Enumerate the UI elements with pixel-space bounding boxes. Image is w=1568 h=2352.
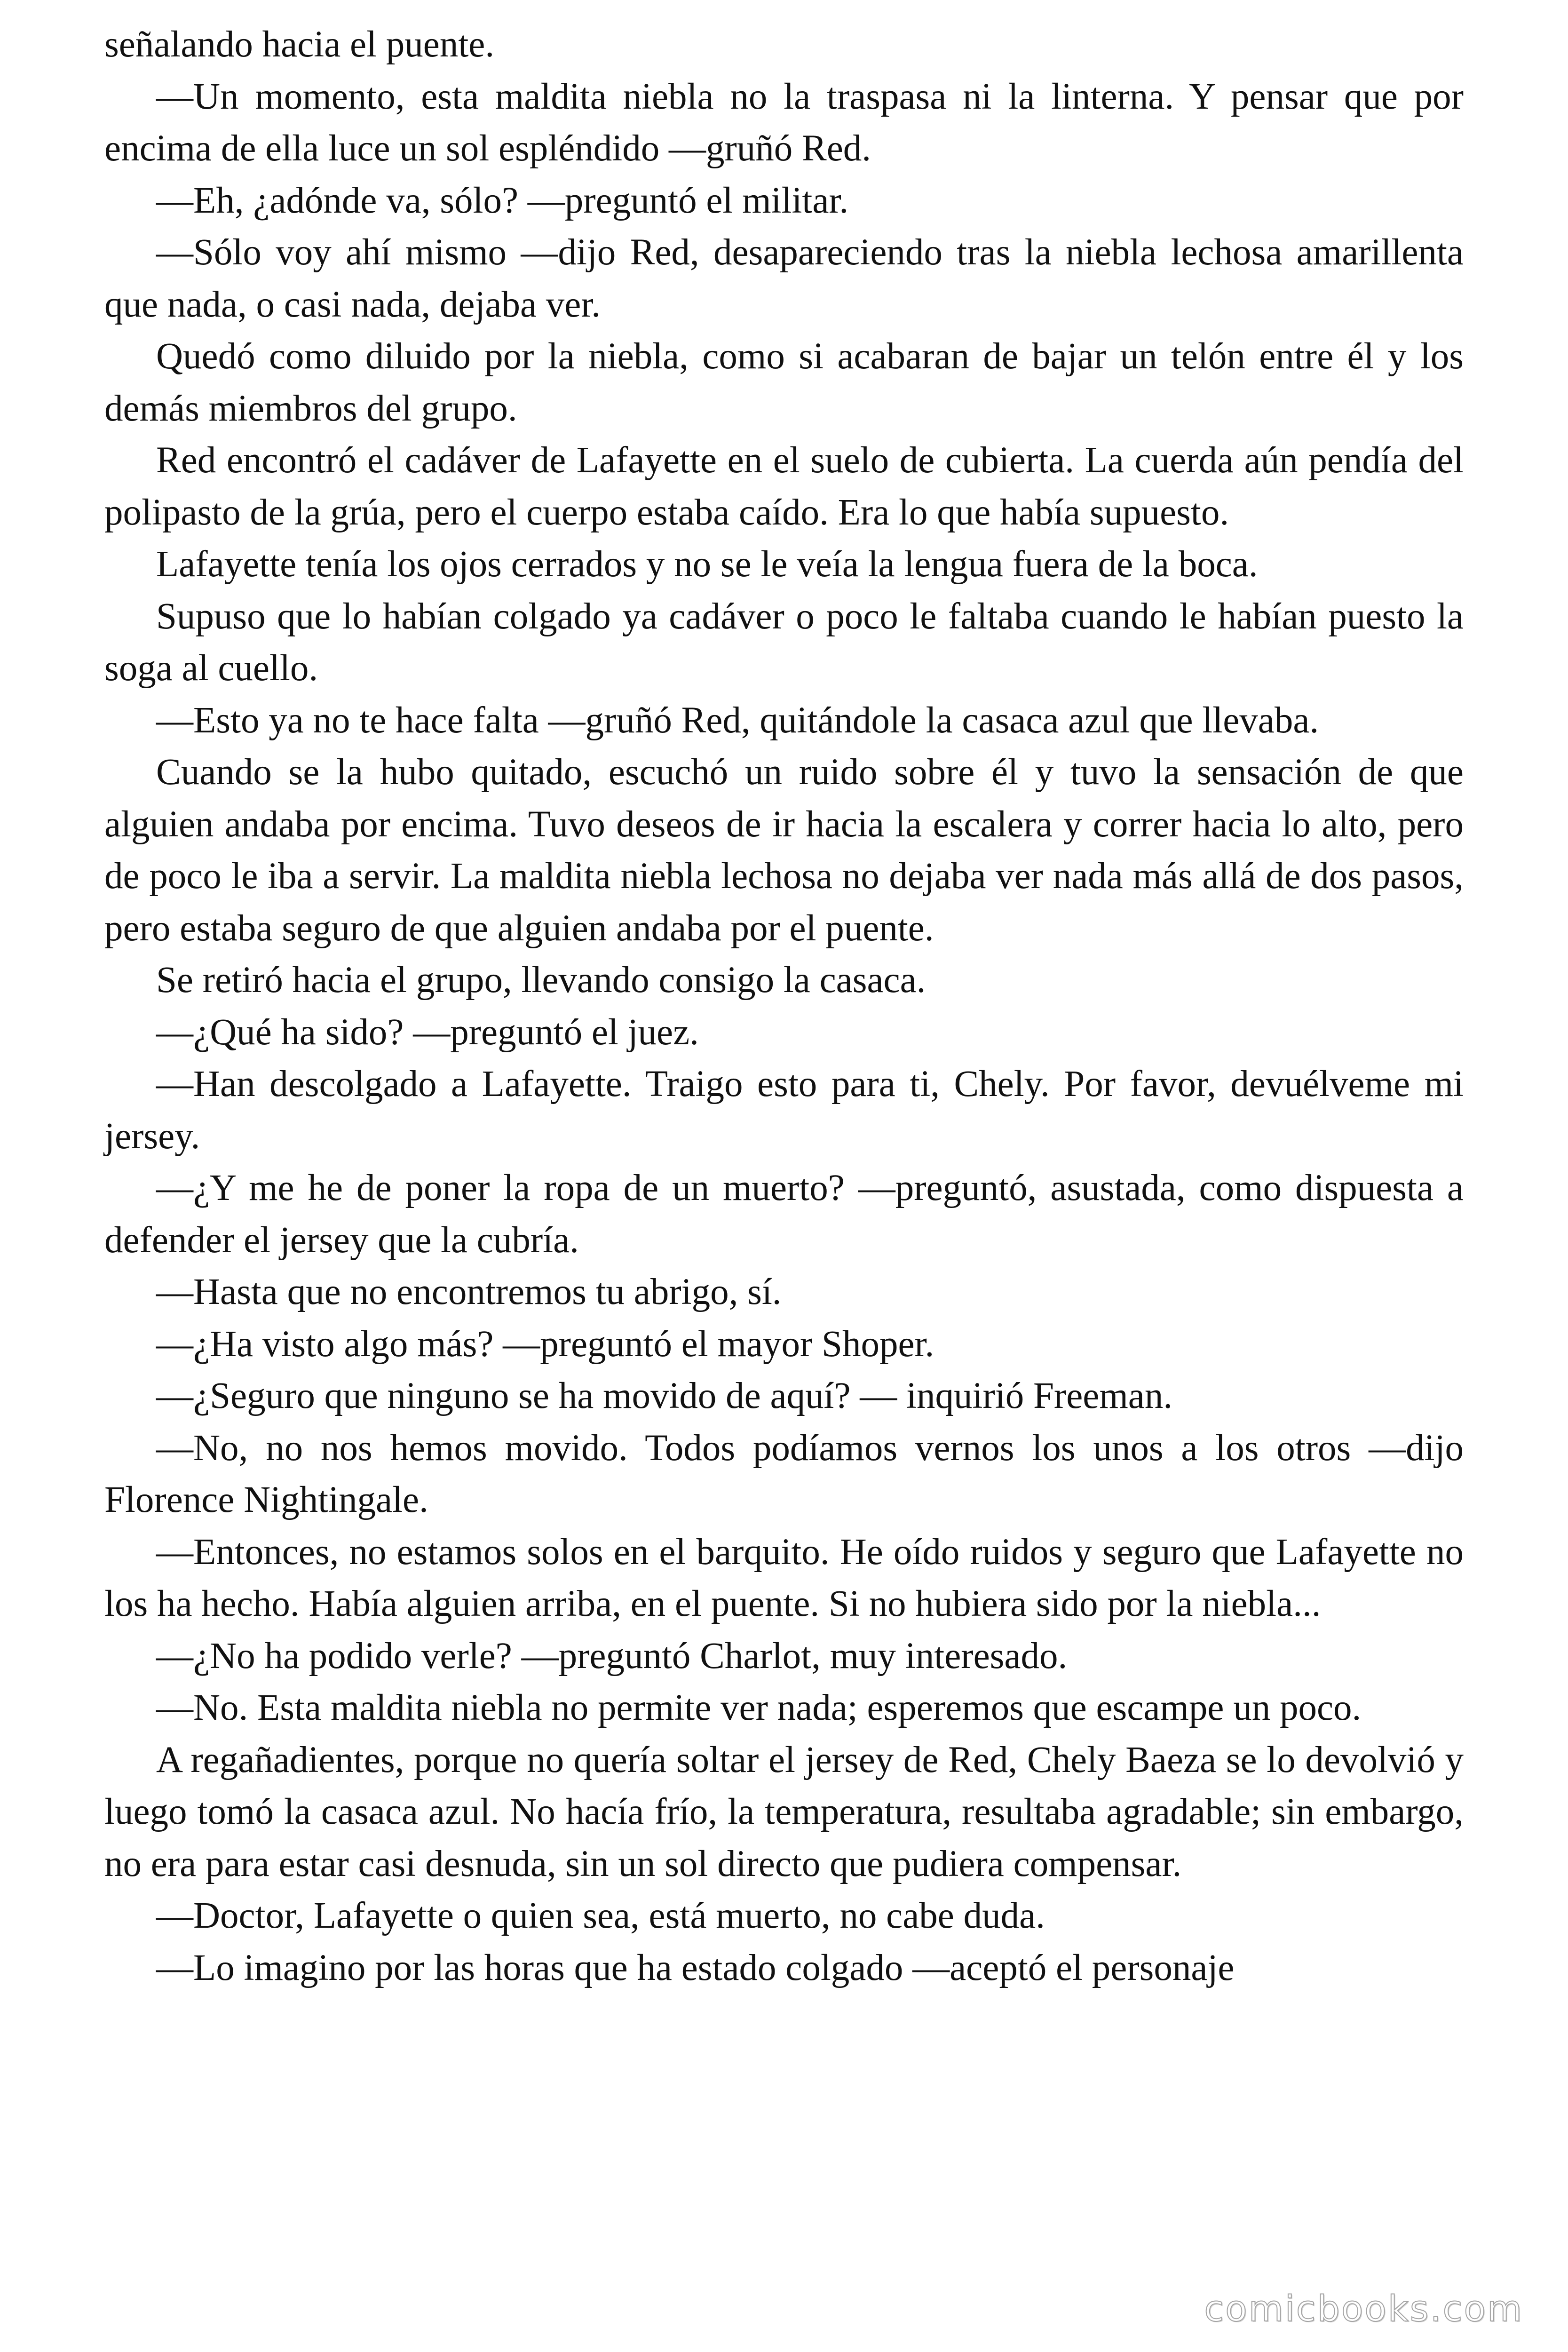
paragraph: Lafayette tenía los ojos cerrados y no se le veía la lengua fuera de la boca. (156, 544, 1258, 585)
watermark-logo: comicbooks.com (1204, 2288, 1523, 2329)
paragraph: Red encontró el cadáver de Lafayette en el suelo de cubierta. La cuerda aún pendía del polipasto de la grúa, pero el cuerpo estaba caído. Era lo que había supuesto. (104, 440, 1464, 533)
paragraph: Cuando se la hubo quitado, escuchó un ruido sobre él y tuvo la sensación de que alguien andaba por encima. Tuvo deseos de ir hacia la escalera y correr hacia lo alto, pero de poco le iba a servir. La maldita niebla lechosa no dejaba ver nada más allá de dos pasos, pero estaba seguro de que alguien andaba por el puente. (104, 752, 1464, 949)
paragraph: —¿Seguro que ninguno se ha movido de aquí? — inquirió Freeman. (156, 1375, 1173, 1416)
paragraph: —Entonces, no estamos solos en el barquito. He oído ruidos y seguro que Lafayette no los ha hecho. Había alguien arriba, en el puente. Si no hubiera sido por la niebla... (104, 1531, 1464, 1624)
paragraph: —Eh, ¿adónde va, sólo? —preguntó el militar. (156, 180, 849, 221)
paragraph: A regañadientes, porque no quería soltar el jersey de Red, Chely Baeza se lo devolvió y luego tomó la casaca azul. No hacía frío, la temperatura, resultaba agradable; sin embargo, no era para estar casi desnuda, sin un sol directo que pudiera compensar. (104, 1739, 1464, 1884)
paragraph: —No, no nos hemos movido. Todos podíamos vernos los unos a los otros —dijo Florence Nightingale. (104, 1427, 1464, 1520)
paragraph: —¿Ha visto algo más? —preguntó el mayor Shoper. (156, 1323, 934, 1365)
paragraph: —Han descolgado a Lafayette. Traigo esto para ti, Chely. Por favor, devuélveme mi jersey. (104, 1064, 1464, 1157)
paragraph: —Hasta que no encontremos tu abrigo, sí. (156, 1271, 782, 1312)
paragraph: —¿No ha podido verle? —preguntó Charlot, muy interesado. (156, 1635, 1068, 1677)
paragraph: —Un momento, esta maldita niebla no la traspasa ni la linterna. Y pensar que por encima de ella luce un sol espléndido —gruñó Red. (104, 76, 1464, 169)
paragraph: Quedó como diluido por la niebla, como si acabaran de bajar un telón entre él y los demás miembros del grupo. (104, 336, 1464, 429)
paragraph: —Sólo voy ahí mismo —dijo Red, desapareciendo tras la niebla lechosa amarillenta que nada, o casi nada, dejaba ver. (104, 232, 1464, 325)
paragraph-continuation: señalando hacia el puente. (104, 24, 495, 65)
paragraph: Supuso que lo habían colgado ya cadáver o poco le faltaba cuando le habían puesto la soga al cuello. (104, 596, 1464, 689)
book-page (104, 19, 1464, 2338)
paragraph: —Esto ya no te hace falta —gruñó Red, quitándole la casaca azul que llevaba. (156, 699, 1319, 741)
paragraph: —¿Y me he de poner la ropa de un muerto? —preguntó, asustada, como dispuesta a defender el jersey que la cubría. (104, 1168, 1464, 1261)
paragraph: Se retiró hacia el grupo, llevando consigo la casaca. (156, 960, 926, 1001)
paragraph-last: —Lo imagino por las horas que ha estado colgado —aceptó el personaje (156, 1947, 1235, 1988)
paragraph: —¿Qué ha sido? —preguntó el juez. (156, 1011, 699, 1053)
paragraph: —Doctor, Lafayette o quien sea, está muerto, no cabe duda. (156, 1895, 1045, 1936)
paragraph: —No. Esta maldita niebla no permite ver nada; esperemos que escampe un poco. (156, 1687, 1362, 1728)
